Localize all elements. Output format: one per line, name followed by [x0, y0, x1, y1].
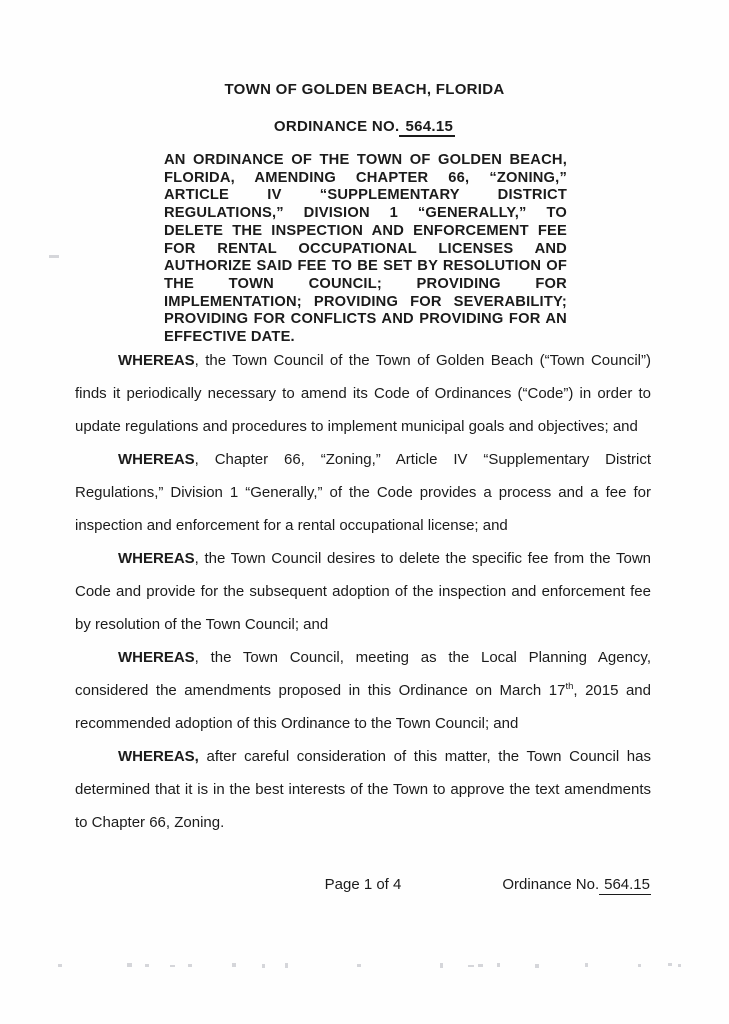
scan-speck	[668, 963, 672, 966]
paragraph-text: , the Town Council desires to delete the specific fee from the Town Code and provide for the subsequent adoption of the inspection and enforcement fee by resolution of the Town Council; and	[75, 550, 651, 633]
scan-speck	[535, 964, 539, 968]
scan-speck	[497, 963, 500, 967]
footer-ordinance-value: 564.15	[599, 876, 651, 895]
whereas-paragraph-2	[75, 443, 651, 542]
whereas-lead: WHEREAS	[118, 550, 195, 567]
scan-speck	[468, 965, 474, 967]
whereas-lead: WHEREAS	[118, 352, 195, 369]
ordinance-number-label: ORDINANCE NO.	[273, 118, 400, 135]
whereas-paragraph-1	[75, 344, 651, 443]
scan-speck	[232, 963, 236, 967]
scan-speck	[188, 964, 192, 967]
scan-speck	[678, 964, 681, 967]
scan-speck	[357, 964, 361, 967]
ordinance-number-heading	[0, 118, 729, 137]
paragraph-text: , Chapter 66, “Zoning,” Article IV “Supplementary District Regulations,” Division 1 “Generally,” of the Code provides a process and a fee for inspection and enforcement for a rental occupational license; and	[75, 451, 651, 534]
scan-speck	[285, 963, 288, 968]
whereas-paragraph-4	[75, 641, 651, 740]
paragraph-text: , 2015 and recommended adoption of this Ordinance to the Town Council; and	[75, 682, 651, 732]
scan-speck	[440, 963, 443, 968]
ordinance-number-value: 564.15	[399, 118, 455, 137]
ordinal-superscript: th	[565, 681, 574, 692]
paragraph-text: , the Town Council, meeting as the Local Planning Agency, considered the amendments proposed in this Ordinance on March 17	[75, 649, 651, 699]
document-title: TOWN OF GOLDEN BEACH, FLORIDA	[224, 81, 505, 98]
scan-speck	[58, 964, 62, 967]
whereas-lead: WHEREAS	[118, 451, 195, 468]
paragraph-text: , the Town Council of the Town of Golden Beach (“Town Council”) finds it periodically necessary to amend its Code of Ordinances (“Code”) in order to update regulations and procedures to implement municipal goals and objectives; and	[75, 352, 651, 435]
paragraph-text: after careful consideration of this matter, the Town Council has determined that it is in the best interests of the Town to approve the text amendments to Chapter 66, Zoning.	[75, 748, 651, 831]
page-number: Page 1 of 4	[324, 876, 402, 893]
scan-speck	[262, 964, 265, 968]
footer-ordinance-number	[502, 876, 651, 895]
scan-speck	[145, 964, 149, 967]
scan-speck	[170, 965, 175, 967]
ordinance-title-block: AN ORDINANCE OF THE TOWN OF GOLDEN BEACH, FLORIDA, AMENDING CHAPTER 66, “ZONING,” ARTICLE IV “SUPPLEMENTARY DISTRICT REGULATIONS,” DIVISION 1 “GENERALLY,” TO DELETE THE INSPECTION AND ENFORCEMENT FEE FOR RENTAL OCCUPATIONAL LICENSES AND AUTHORIZE SAID FEE TO BE SET BY RESOLUTION OF THE TOWN COUNCIL; PROVIDING FOR IMPLEMENTATION; PROVIDING FOR SEVERABILITY; PROVIDING FOR CONFLICTS AND PROVIDING FOR AN EFFECTIVE DATE.	[164, 152, 567, 346]
scan-speck	[127, 963, 132, 967]
whereas-paragraph-3	[75, 542, 651, 641]
document-body	[75, 344, 651, 839]
scan-speck	[49, 255, 59, 258]
footer-ordinance-label: Ordinance No.	[502, 876, 600, 893]
whereas-paragraph-5	[75, 740, 651, 839]
scan-speck	[638, 964, 641, 967]
page-footer	[75, 876, 651, 898]
scan-speck	[478, 964, 483, 967]
whereas-lead: WHEREAS	[118, 649, 195, 666]
scan-noise-row	[0, 960, 729, 970]
scan-speck	[585, 963, 588, 967]
whereas-lead: WHEREAS,	[118, 748, 199, 765]
